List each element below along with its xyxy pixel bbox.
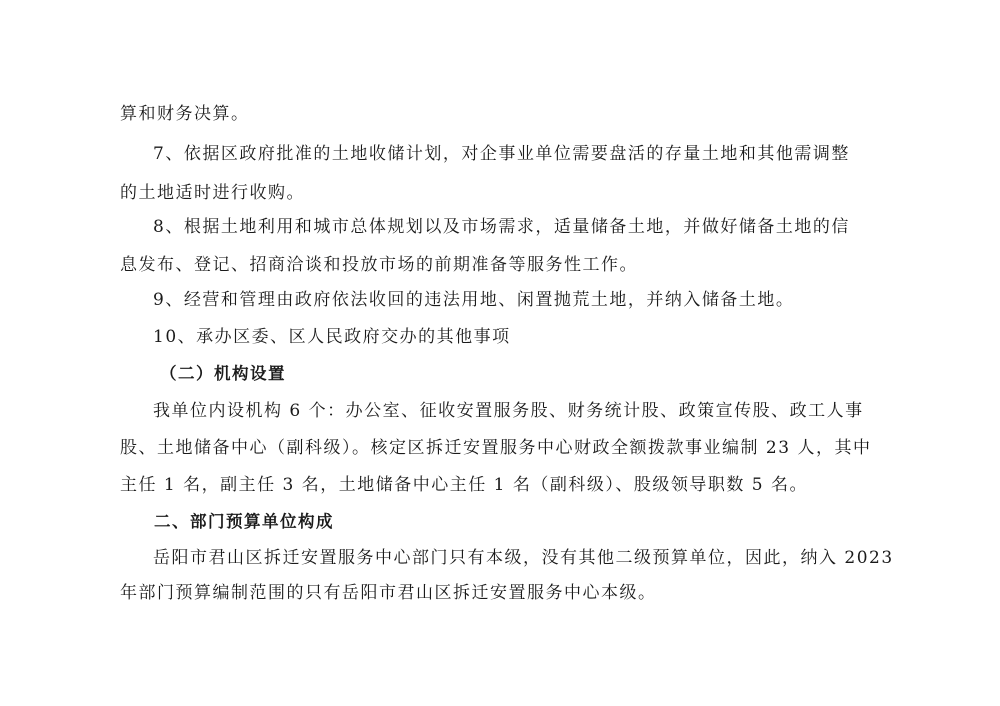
text-line: 算和财务决算。 (120, 104, 250, 124)
text-line: 我单位内设机构 6 个：办公室、征收安置服务股、财务统计股、政策宣传股、政工人事 (153, 401, 864, 421)
section-heading: 二、部门预算单位构成 (154, 512, 334, 531)
text-line: 的土地适时进行收购。 (120, 183, 305, 203)
text-line: 9、经营和管理由政府依法收回的违法用地、闲置抛荒土地，并纳入储备土地。 (153, 290, 795, 310)
text-line: 股、土地储备中心（副科级）。核定区拆迁安置服务中心财政全额拨款事业编制 23 人，其中 (120, 438, 872, 458)
text-line: 7、依据区政府批准的土地收储计划，对企事业单位需要盘活的存量土地和其他需调整 (153, 144, 850, 164)
text-line: 10、承办区委、区人民政府交办的其他事项 (153, 327, 511, 347)
text-line: 主任 1 名，副主任 3 名，土地储备中心主任 1 名（副科级）、股级领导职数 5 名。 (120, 475, 808, 495)
text-line: 岳阳市君山区拆迁安置服务中心部门只有本级，没有其他二级预算单位，因此，纳入 2023 (153, 548, 894, 568)
text-line: 年部门预算编制范围的只有岳阳市君山区拆迁安置服务中心本级。 (120, 583, 657, 603)
text-line: 8、根据土地利用和城市总体规划以及市场需求，适量储备土地，并做好储备土地的信 (153, 217, 850, 237)
section-heading: （二）机构设置 (160, 364, 286, 383)
text-line: 息发布、登记、招商洽谈和投放市场的前期准备等服务性工作。 (120, 255, 638, 275)
